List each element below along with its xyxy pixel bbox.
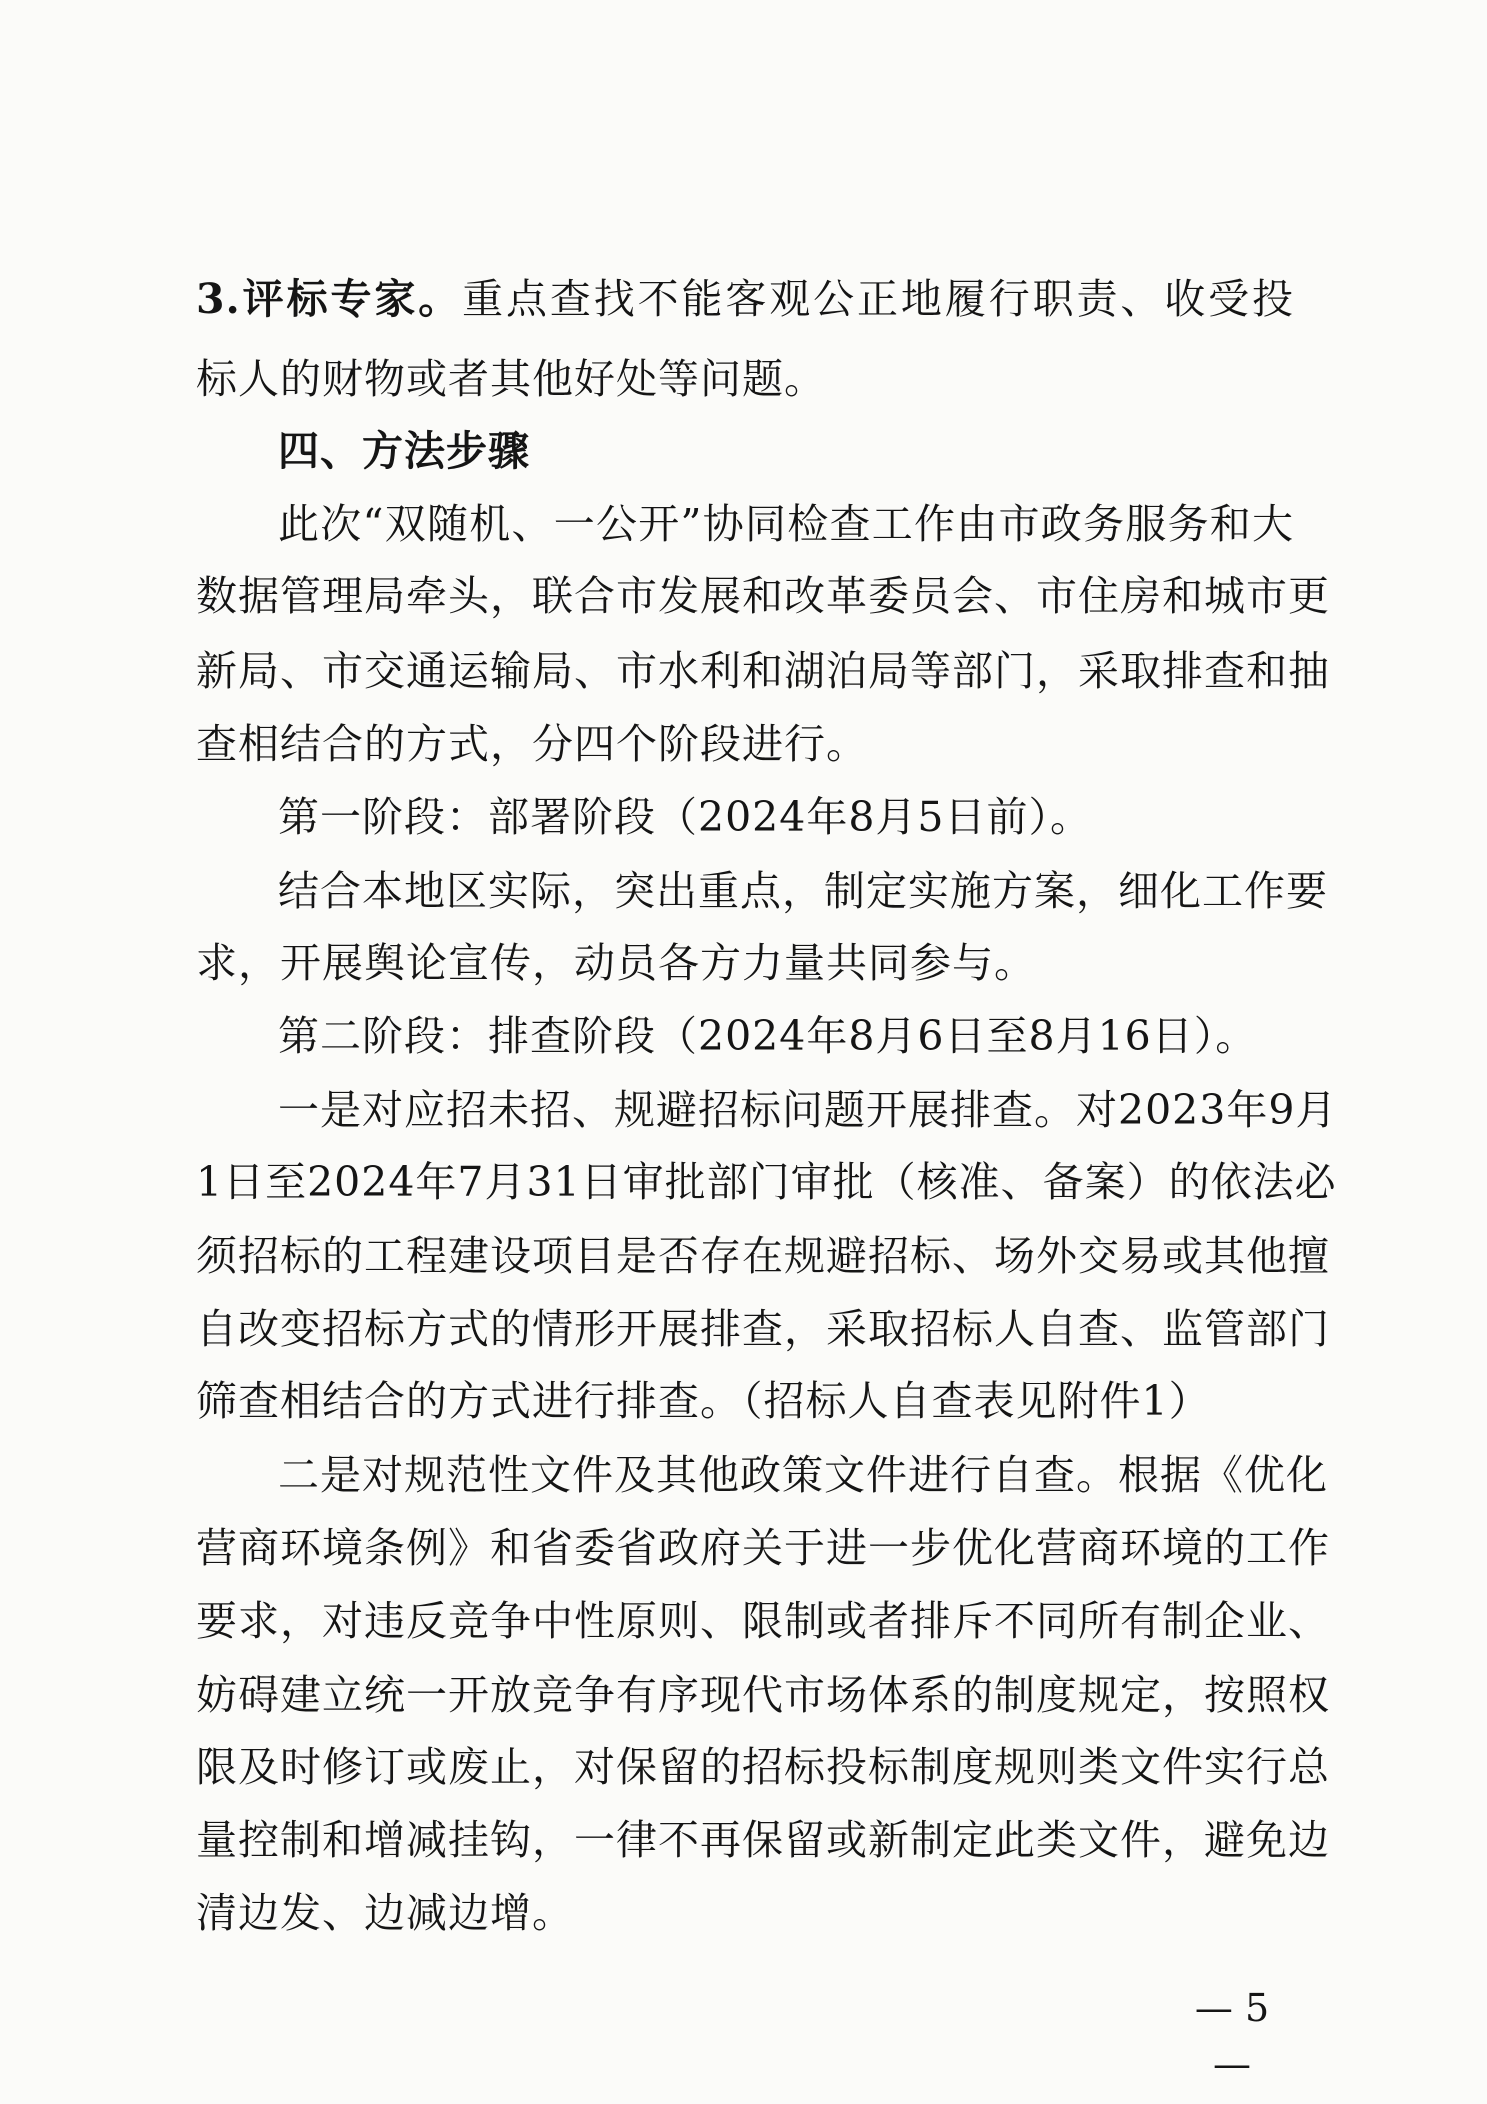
section-heading: 四、方法步骤 — [278, 427, 530, 475]
paragraph-line: 标人的财物或者其他好处等问题。 — [196, 355, 826, 403]
paragraph-line: 须招标的工程建设项目是否存在规避招标、场外交易或其他擅 — [196, 1232, 1330, 1280]
paragraph-line: 营商环境条例》和省委省政府关于进一步优化营商环境的工作 — [196, 1524, 1330, 1572]
paragraph-line: 自改变招标方式的情形开展排查，采取招标人自查、监管部门 — [196, 1305, 1330, 1353]
paragraph-line: 结合本地区实际，突出重点，制定实施方案，细化工作要 — [278, 867, 1328, 915]
evaluation-experts-label: 3.评标专家。 — [196, 275, 463, 323]
paragraph-line: 查相结合的方式，分四个阶段进行。 — [196, 720, 868, 768]
paragraph-line: 数据管理局牵头，联合市发展和改革委员会、市住房和城市更 — [196, 572, 1330, 620]
paragraph-line: 要求，对违反竞争中性原则、限制或者排斥不同所有制企业、 — [196, 1597, 1330, 1645]
paragraph-line: 此次“双随机、一公开”协同检查工作由市政务服务和大 — [278, 500, 1294, 548]
line-text: 重点查找不能客观公正地履行职责、收受投 — [462, 275, 1294, 323]
paragraph-line: 新局、市交通运输局、市水利和湖泊局等部门，采取排查和抽 — [196, 647, 1330, 695]
paragraph-line: 筛查相结合的方式进行排查。（招标人自查表见附件1） — [196, 1377, 1211, 1425]
page-number: — 5 — — [1194, 1986, 1270, 2086]
paragraph-line: 1日至2024年7月31日审批部门审批（核准、备案）的依法必 — [196, 1158, 1337, 1206]
paragraph-line: 限及时修订或废止，对保留的招标投标制度规则类文件实行总 — [196, 1743, 1330, 1791]
paragraph-line: 妨碍建立统一开放竞争有序现代市场体系的制度规定，按照权 — [196, 1671, 1330, 1719]
paragraph-line: 求，开展舆论宣传，动员各方力量共同参与。 — [196, 939, 1036, 987]
paragraph-line: 一是对应招未招、规避招标问题开展排查。对2023年9月 — [278, 1086, 1338, 1134]
paragraph-line — [196, 268, 1294, 330]
paragraph-line: 清边发、边减边增。 — [196, 1889, 574, 1937]
paragraph-line: 二是对规范性文件及其他政策文件进行自查。根据《优化 — [278, 1451, 1328, 1499]
stage-one-heading: 第一阶段：部署阶段（2024年8月5日前）。 — [278, 793, 1093, 841]
paragraph-line: 量控制和增减挂钩，一律不再保留或新制定此类文件，避免边 — [196, 1816, 1330, 1864]
stage-two-heading: 第二阶段：排查阶段（2024年8月6日至8月16日）。 — [278, 1012, 1258, 1060]
